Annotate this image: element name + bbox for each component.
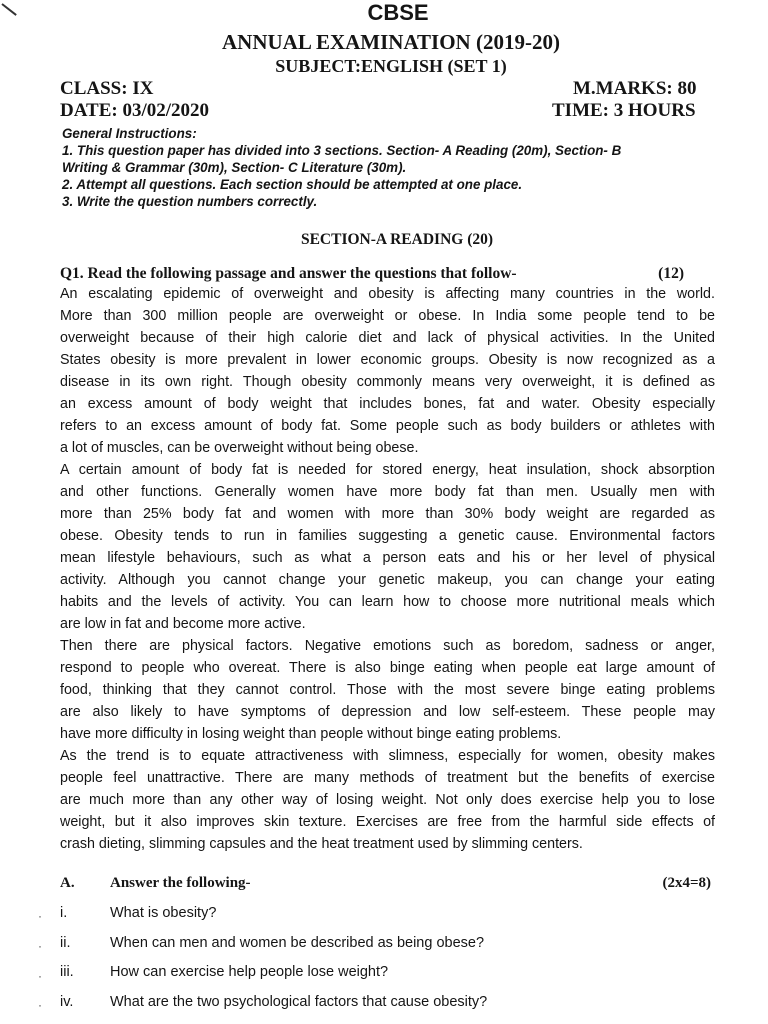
- passage-line: More than 300 million people are overweight or obese. In India some people tend to be: [60, 308, 715, 324]
- passage-line: habits and the levels of activity. You can learn how to choose more nutritional meals which: [60, 594, 715, 610]
- margin-mark: ·: [38, 909, 42, 923]
- passage-line: are also likely to have symptoms of depression and low self-esteem. These people may: [60, 704, 715, 720]
- passage-line: crash dieting, slimming capsules and the heat treatment used by slimming centers.: [60, 836, 583, 852]
- passage-line: disease in its own right. Though obesity commonly means very overweight, it is defined as: [60, 374, 715, 390]
- answer-section-letter: A.: [60, 875, 75, 891]
- question-text: How can exercise help people lose weight?: [110, 964, 389, 980]
- passage-line: An escalating epidemic of overweight and obesity is affecting many countries in the world.: [60, 286, 715, 302]
- answer-section-marks: (2x4=8): [662, 875, 711, 891]
- exam-title: ANNUAL EXAMINATION (2019-20): [222, 30, 560, 54]
- passage-line: Then there are physical factors. Negative emotions such as boredom, sadness or anger,: [60, 638, 715, 654]
- passage-line: As the trend is to equate attractiveness with slimness, especially for women, obesity makes: [60, 748, 715, 764]
- passage-line: refers to an excess amount of body fat. Some people such as body builders or athletes with: [60, 418, 715, 434]
- passage-line: A certain amount of body fat is needed for stored energy, heat insulation, shock absorption: [60, 462, 715, 478]
- question-text: What are the two psychological factors that cause obesity?: [110, 994, 488, 1010]
- instructions-heading: General Instructions:: [62, 126, 197, 141]
- margin-mark: ·: [38, 998, 42, 1012]
- instruction-3: 3. Write the question numbers correctly.: [62, 194, 318, 209]
- question-number: iii.: [60, 964, 74, 980]
- question-number: i.: [60, 905, 68, 921]
- question-text: What is obesity?: [110, 905, 217, 921]
- passage-line: weight, but it also improves skin texture. Exercises are free from the harmful side effects of: [60, 814, 715, 830]
- passage-line: and other functions. Generally women have more body fat than men. Usually men with: [60, 484, 715, 500]
- passage-line: are much more than any other way of losing weight. Not only does exercise help you to lose: [60, 792, 715, 808]
- passage-line: are low in fat and become more active.: [60, 616, 306, 632]
- section-a-heading: SECTION-A READING (20): [300, 231, 494, 248]
- time-label: TIME: 3 HOURS: [552, 100, 696, 121]
- passage-line: overweight because of their high calorie diet and lack of physical activities. In the United: [60, 330, 715, 346]
- passage-line: mean lifestyle behaviours, such as what a person eats and his or her level of physical: [60, 550, 715, 566]
- passage-line: States obesity is more prevalent in lower economic groups. Obesity is now recognized as a: [60, 352, 715, 368]
- margin-mark: ·: [38, 969, 42, 983]
- question-text: When can men and women be described as being obese?: [110, 935, 485, 951]
- question-1-text: Q1. Read the following passage and answer the questions that follow-: [60, 265, 517, 282]
- instruction-1-continued: Writing & Grammar (30m), Section- C Literature (30m).: [62, 160, 407, 175]
- passage-line: obese. Obesity tends to run in families suggesting a genetic cause. Environmental factors: [60, 528, 715, 544]
- instruction-1: 1. This question paper has divided into 3 sections. Section- A Reading (20m), Section- B: [62, 143, 622, 158]
- question-1-marks: (12): [658, 265, 684, 282]
- question-number: ii.: [60, 935, 71, 951]
- question-1-heading: [60, 265, 700, 283]
- passage-line: an excess amount of body weight that includes bones, fat and water. Obesity especially: [60, 396, 715, 412]
- subject-title: SUBJECT:ENGLISH (SET 1): [275, 56, 507, 76]
- passage-line: activity. Although you cannot change your genetic makeup, you can change your eating: [60, 572, 715, 588]
- max-marks-label: M.MARKS: 80: [573, 78, 697, 99]
- passage-line: a lot of muscles, can be overweight without being obese.: [60, 440, 419, 456]
- instruction-2: 2. Attempt all questions. Each section should be attempted at one place.: [62, 177, 523, 192]
- passage-line: more than 25% body fat and women with more than 30% body weight are regarded as: [60, 506, 715, 522]
- passage-line: have more difficulty in losing weight than people without binge eating problems.: [60, 726, 562, 742]
- passage-line: food, thinking that they cannot control. Those with the most severe binge eating problems: [60, 682, 715, 698]
- passage-line: respond to people who overeat. There is also binge eating when people eat large amount of: [60, 660, 715, 676]
- margin-mark: ·: [38, 939, 42, 953]
- class-label: CLASS: IX: [60, 78, 154, 99]
- answer-section-title: Answer the following-: [110, 875, 251, 891]
- date-label: DATE: 03/02/2020: [60, 100, 210, 121]
- passage-line: people feel unattractive. There are many methods of treatment but the benefits of exercise: [60, 770, 715, 786]
- question-number: iv.: [60, 994, 74, 1010]
- board-title: CBSE: [367, 0, 429, 25]
